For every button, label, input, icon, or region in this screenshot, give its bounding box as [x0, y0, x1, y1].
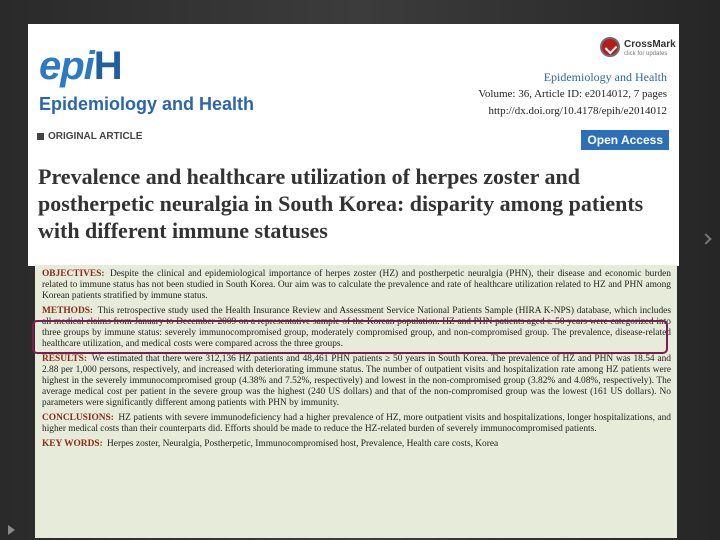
keywords-text: Herpes zoster, Neuralgia, Postherpetic, Immunocompromised host, Prevalence, Health care costs, Korea	[107, 439, 499, 449]
abstract-results	[42, 354, 671, 409]
objectives-heading: OBJECTIVES:	[42, 269, 105, 279]
conclusions-heading: CONCLUSIONS:	[42, 413, 114, 423]
citation-journal: Epidemiology and Health	[543, 70, 667, 84]
results-heading: RESULTS:	[42, 354, 87, 364]
crossmark-label[interactable]: CrossMark	[624, 39, 676, 50]
doi-link[interactable]: http://dx.doi.org/10.4178/epih/e2014012	[488, 105, 667, 117]
methods-highlight-box	[32, 320, 668, 354]
methods-heading: METHODS:	[42, 306, 94, 316]
abstract-objectives	[42, 269, 671, 302]
article-title: Prevalence and healthcare utilization of herpes zoster and postherpetic neuralgia in South Korea: disparity among patients with different immune statuses	[38, 164, 644, 243]
chevron-right-icon	[700, 233, 711, 244]
journal-logo	[39, 46, 122, 86]
square-icon	[37, 133, 44, 140]
conclusions-text: HZ patients with severe immunodeficiency had a higher prevalence of HZ, more outpatient visits and hospitalizations, longer hospitalizations, and higher medical costs than their counterparts did. Efforts should be made to reduce the HZ-related burden of severely immunocompromised patients.	[42, 413, 671, 434]
keywords-heading: KEY WORDS:	[42, 439, 103, 449]
crossmark-icon[interactable]	[600, 37, 620, 57]
citation-volume: Volume: 36, Article ID: e2014012, 7 pages	[478, 88, 667, 100]
abstract-conclusions	[42, 413, 671, 435]
crossmark-sublabel: click for updates	[624, 51, 668, 57]
abstract-panel	[35, 265, 677, 538]
slide-bullet-icon	[8, 525, 15, 535]
results-text: We estimated that there were 312,136 HZ patients and 48,461 PHN patients ≥ 50 years in South Korea. The prevalence of HZ and PHN was 18.54 and 2.88 per 1,000 persons, respectively, and increased with deteriorating immune status. The number of outpatient visits and hospitalization rate among HZ patients were highest in the severely immunocompromised group (4.38% and 7.52%, respectively) and lowest in the non-compromised group (3.82% and 4.08%, respectively). The average medical cost per patient in the severe group was the highest (240 US dollars) and that of the non-compromised group was the lowest (161 US dollars). No parameters were significantly different among patients with PHN by immunity.	[42, 354, 671, 408]
citation-meta	[478, 69, 667, 120]
logo-prefix: epi	[39, 44, 94, 88]
abstract-keywords	[42, 439, 671, 450]
journal-name: Epidemiology and Health	[39, 94, 255, 114]
open-access-badge: Open Access	[581, 130, 669, 150]
article-header	[28, 24, 679, 266]
objectives-text: Despite the clinical and epidemiological importance of herpes zoster (HZ) and postherpetic neuralgia (PHN), their disease and economic burden related to immune status has not been studied in South Korea. Our aim was to calculate the prevalence and rate of healthcare utilization related to HZ and PHN among Korean patients stratified by immune status.	[42, 269, 671, 301]
logo-suffix: H	[93, 44, 122, 88]
methods-text: This retrospective study used the Health Insurance Review and Assessment Service National Patients Sample (HIRA K-NPS) database, which includes all medical claims from January to December 2009 on a representative sample of the Korean population. HZ and PHN patients aged ≥ 50 years were categorized into three groups by immune status: severely immunocompromised group, moderately compromised group, and non-compromised group. The prevalence, disease-related healthcare utilization, and medical costs were compared across the three groups.	[42, 306, 671, 349]
article-type-label: ORIGINAL ARTICLE	[48, 131, 143, 142]
article-type	[37, 131, 142, 142]
